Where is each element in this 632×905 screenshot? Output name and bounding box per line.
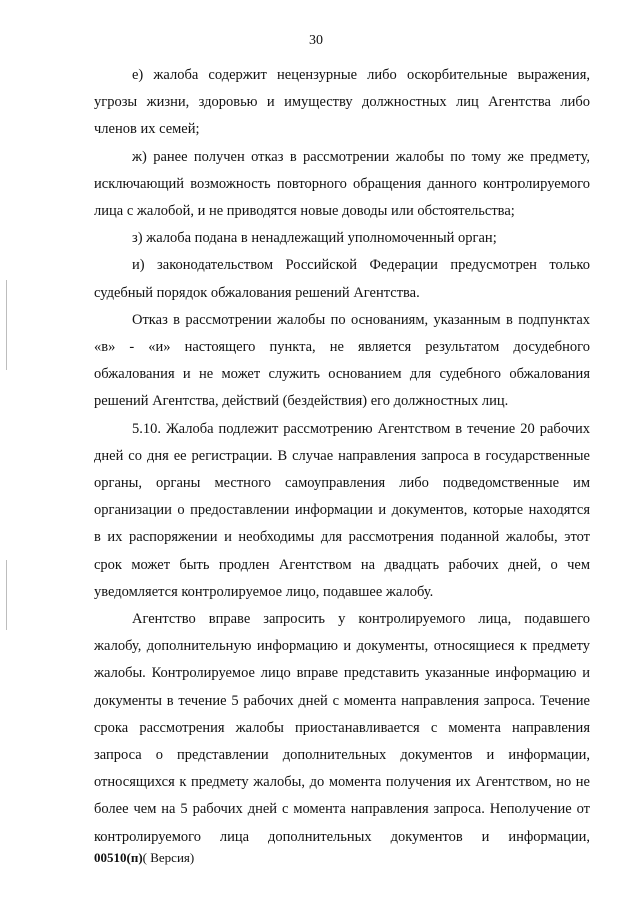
text-line: срока рассмотрения жалобы приостанавливается с момента направления: [94, 719, 590, 736]
paragraph: [94, 416, 590, 606]
text-line: и) законодательством Российской Федерации предусмотрен только: [132, 257, 590, 274]
document-footer: [94, 850, 194, 866]
text-line: дней со дня ее регистрации. В случае направления запроса в государственные: [94, 447, 590, 464]
text-line: угрозы жизни, здоровью и имуществу должностных лиц Агентства либо: [94, 94, 590, 111]
text-line: документы в течение 5 рабочих дней с момента направления запроса. Течение: [94, 692, 590, 709]
text-line: в их распоряжении и необходимы для рассмотрения поданной жалобы, этот: [94, 529, 590, 546]
text-line: Отказ в рассмотрении жалобы по основаниям, указанным в подпунктах: [132, 311, 590, 328]
text-line: исключающий возможность повторного обращения данного контролируемого: [94, 175, 590, 192]
text-line: Агентство вправе запросить у контролируемого лица, подавшего: [132, 611, 590, 628]
document-body: [94, 62, 590, 851]
paragraph: [94, 252, 590, 306]
text-line: жалобу, дополнительную информацию и документы, относящиеся к предмету: [94, 638, 590, 655]
text-line: более чем на 5 рабочих дней с момента направления запроса. Неполучение от: [94, 801, 590, 818]
text-line: лица с жалобой, и не приводятся новые доводы или обстоятельства;: [94, 203, 515, 220]
text-line: ж) ранее получен отказ в рассмотрении жалобы по тому же предмету,: [132, 148, 590, 165]
text-line: жалобы. Контролируемое лицо вправе представить указанные информацию и: [94, 665, 590, 682]
scan-edge-mark: [6, 280, 7, 370]
text-line: относящихся к предмету жалобы, до момента получения их Агентством, но не: [94, 774, 590, 791]
document-code: 00510(п): [94, 850, 143, 865]
paragraph: [94, 307, 590, 416]
text-line: органы, органы местного самоуправления либо подведомственные им: [94, 475, 590, 492]
text-line: запроса о представлении дополнительных документов и информации,: [94, 747, 590, 764]
text-line: организации о предоставлении информации и документов, которые находятся: [94, 502, 590, 519]
text-line: уведомляется контролируемое лицо, подавшее жалобу.: [94, 583, 434, 600]
text-line: е) жалоба содержит нецензурные либо оскорбительные выражения,: [132, 67, 590, 83]
paragraph: [94, 62, 590, 144]
text-line: 5.10. Жалоба подлежит рассмотрению Агентством в течение 20 рабочих: [132, 420, 590, 437]
scan-edge-mark: [6, 560, 7, 630]
text-line: судебный порядок обжалования решений Агентства.: [94, 284, 420, 301]
paragraph: [94, 144, 590, 226]
text-line: обжалования и не может служить основанием для судебного обжалования: [94, 366, 590, 383]
text-line: срок может быть продлен Агентством на двадцать рабочих дней, о чем: [94, 556, 590, 573]
text-line: членов их семей;: [94, 121, 200, 138]
text-line: контролируемого лица дополнительных документов и информации,: [94, 828, 590, 845]
document-version: ( Версия): [142, 850, 195, 865]
text-line: «в» - «и» настоящего пункта, не является результатом досудебного: [94, 339, 590, 356]
text-line: решений Агентства, действий (бездействия) его должностных лиц.: [94, 393, 509, 410]
paragraph: [94, 225, 590, 252]
page-number: 30: [309, 33, 323, 48]
paragraph: [94, 606, 590, 851]
text-line: з) жалоба подана в ненадлежащий уполномоченный орган;: [132, 230, 497, 247]
